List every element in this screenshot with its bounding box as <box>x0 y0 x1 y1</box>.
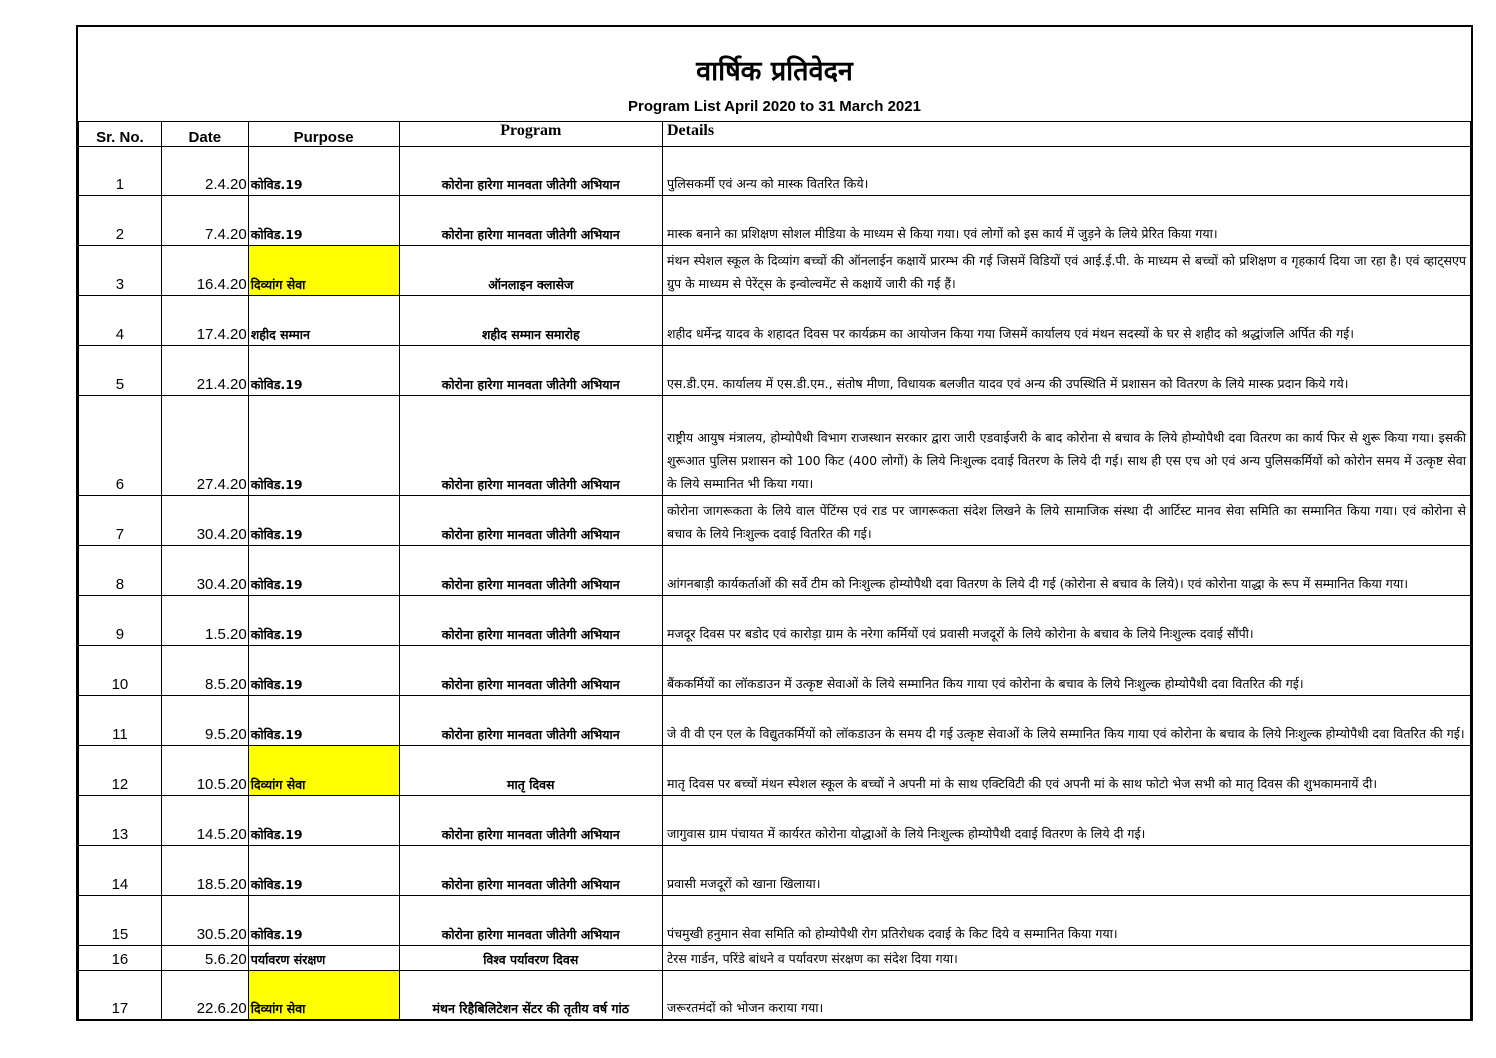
table-row <box>79 696 1471 746</box>
row-program: कोरोना हारेगा मानवता जीतेगी अभियान <box>399 546 662 596</box>
row-date: 16.4.20 <box>161 246 248 296</box>
row-date: 17.4.20 <box>161 296 248 346</box>
report-subtitle: Program List April 2020 to 31 March 2021 <box>628 98 921 115</box>
row-program: कोरोना हारेगा मानवता जीतेगी अभियान <box>399 646 662 696</box>
row-program: कोरोना हारेगा मानवता जीतेगी अभियान <box>399 196 662 246</box>
table-row <box>79 396 1471 496</box>
row-date: 5.6.20 <box>161 946 248 971</box>
header-program: Program <box>399 122 662 147</box>
table-row <box>79 246 1471 296</box>
row-program: कोरोना हारेगा मानवता जीतेगी अभियान <box>399 596 662 646</box>
table-row <box>79 971 1471 1020</box>
table-row <box>79 646 1471 696</box>
row-purpose: दिव्यांग सेवा <box>248 746 399 796</box>
row-date: 21.4.20 <box>161 346 248 396</box>
table-row <box>79 896 1471 946</box>
row-sr-no: 8 <box>79 546 162 596</box>
row-purpose: कोविड.19 <box>248 796 399 846</box>
table-row <box>79 846 1471 896</box>
row-purpose: कोविड.19 <box>248 196 399 246</box>
table-row <box>79 196 1471 246</box>
row-program: कोरोना हारेगा मानवता जीतेगी अभियान <box>399 846 662 896</box>
table-header-row <box>79 122 1471 147</box>
row-purpose: दिव्यांग सेवा <box>248 246 399 296</box>
table-row <box>79 796 1471 846</box>
program-table <box>78 121 1471 1020</box>
row-details: राष्ट्रीय आयुष मंत्रालय, होम्योपैथी विभाग राजस्थान सरकार द्वारा जारी एडवाईजरी के बाद कोरोना से बचाव के लिये होम्योपैथी दवा वितरण का कार्य फिर से शुरू किया गया। इसकी शुरूआत पुलिस प्रशासन को 100 किट (400 लोगों) के लिये निःशुल्क दवाई वितरण के लिये दी गई। साथ ही एस एच ओ एवं अन्य पुलिसकर्मियों को कोरोन समय में उत्कृष्ट सेवा के लिये सम्मानित भी किया गया। <box>662 396 1470 496</box>
row-date: 9.5.20 <box>161 696 248 746</box>
row-date: 30.4.20 <box>161 496 248 546</box>
row-date: 27.4.20 <box>161 396 248 496</box>
row-sr-no: 17 <box>79 971 162 1020</box>
row-program: कोरोना हारेगा मानवता जीतेगी अभियान <box>399 896 662 946</box>
row-purpose: शहीद सम्मान <box>248 296 399 346</box>
row-date: 30.5.20 <box>161 896 248 946</box>
row-purpose: कोविड.19 <box>248 346 399 396</box>
row-sr-no: 3 <box>79 246 162 296</box>
row-purpose: कोविड.19 <box>248 696 399 746</box>
row-program: कोरोना हारेगा मानवता जीतेगी अभियान <box>399 496 662 546</box>
row-date: 8.5.20 <box>161 646 248 696</box>
row-date: 18.5.20 <box>161 846 248 896</box>
row-date: 14.5.20 <box>161 796 248 846</box>
row-sr-no: 10 <box>79 646 162 696</box>
row-sr-no: 15 <box>79 896 162 946</box>
row-program: विश्व पर्यावरण दिवस <box>399 946 662 971</box>
row-sr-no: 13 <box>79 796 162 846</box>
row-purpose: दिव्यांग सेवा <box>248 971 399 1020</box>
row-purpose: कोविड.19 <box>248 596 399 646</box>
row-program: शहीद सम्मान समारोह <box>399 296 662 346</box>
row-program: ऑनलाइन क्लासेज <box>399 246 662 296</box>
row-sr-no: 1 <box>79 147 162 196</box>
header-date: Date <box>161 122 248 147</box>
row-details: बैंककर्मियों का लॉकडाउन में उत्कृष्ट सेवाओं के लिये सम्मानित किय गाया एवं कोरोना के बचाव के लिये निःशुल्क होम्योपैथी दवा वितरित की गई। <box>662 646 1470 696</box>
row-date: 7.4.20 <box>161 196 248 246</box>
row-program: कोरोना हारेगा मानवता जीतेगी अभियान <box>399 346 662 396</box>
row-program: कोरोना हारेगा मानवता जीतेगी अभियान <box>399 696 662 746</box>
header-purpose: Purpose <box>248 122 399 147</box>
row-purpose: कोविड.19 <box>248 147 399 196</box>
row-date: 10.5.20 <box>161 746 248 796</box>
row-details: आंगनबाड़ी कार्यकर्ताओं की सर्वे टीम को निःशुल्क होम्योपैथी दवा वितरण के लिये दी गई (कोरोना से बचाव के लिये)। एवं कोरोना याद्धा के रूप में सम्मानित किया गया। <box>662 546 1470 596</box>
row-details: प्रवासी मजदूरों को खाना खिलाया। <box>662 846 1470 896</box>
row-purpose: कोविड.19 <box>248 546 399 596</box>
row-sr-no: 2 <box>79 196 162 246</box>
row-purpose: कोविड.19 <box>248 496 399 546</box>
table-row <box>79 546 1471 596</box>
row-details: मजदूर दिवस पर बडोद एवं कारोड़ा ग्राम के नरेगा कर्मियों एवं प्रवासी मजदूरों के लिये कोरोना के बचाव के लिये निःशुल्क दवाई सौंपी। <box>662 596 1470 646</box>
row-purpose: पर्यावरण संरक्षण <box>248 946 399 971</box>
row-sr-no: 7 <box>79 496 162 546</box>
table-row <box>79 296 1471 346</box>
row-details: शहीद धर्मेन्द्र यादव के शहादत दिवस पर कार्यक्रम का आयोजन किया गया जिसमें कार्यालय एवं मंथन सदस्यों के घर से शहीद को श्रद्धांजलि अर्पित की गई। <box>662 296 1470 346</box>
title-block <box>78 27 1471 121</box>
table-row <box>79 147 1471 196</box>
row-purpose: कोविड.19 <box>248 896 399 946</box>
row-sr-no: 16 <box>79 946 162 971</box>
row-details: टेरस गार्डन, परिंडे बांधने व पर्यावरण संरक्षण का संदेश दिया गया। <box>662 946 1470 971</box>
table-row <box>79 946 1471 971</box>
row-sr-no: 4 <box>79 296 162 346</box>
row-details: जे वी वी एन एल के विद्युतकर्मियों को लॉकडाउन के समय दी गई उत्कृष्ट सेवाओं के लिये सम्मानित किय गाया एवं कोरोना के बचाव के लिये निःशुल्क होम्योपैथी दवा वितरित की गई। <box>662 696 1470 746</box>
table-body <box>79 147 1471 1020</box>
table-row <box>79 746 1471 796</box>
row-details: कोरोना जागरूकता के लिये वाल पेंटिंग्स एवं राड पर जागरूकता संदेश लिखने के लिये सामाजिक संस्था दी आर्टिस्ट मानव सेवा समिति का सम्मानित किया गया। एवं कोरोना से बचाव के लिये निःशुल्क दवाई वितरित की गई। <box>662 496 1470 546</box>
row-details: मातृ दिवस पर बच्चों मंथन स्पेशल स्कूल के बच्चों ने अपनी मां के साथ एक्टिविटी की एवं अपनी मां के साथ फोटो भेज सभी को मातृ दिवस की शुभकामनायें दी। <box>662 746 1470 796</box>
row-date: 2.4.20 <box>161 147 248 196</box>
row-purpose: कोविड.19 <box>248 846 399 896</box>
row-program: कोरोना हारेगा मानवता जीतेगी अभियान <box>399 796 662 846</box>
row-sr-no: 14 <box>79 846 162 896</box>
row-sr-no: 5 <box>79 346 162 396</box>
row-program: कोरोना हारेगा मानवता जीतेगी अभियान <box>399 396 662 496</box>
row-purpose: कोविड.19 <box>248 396 399 496</box>
header-details: Details <box>662 122 1470 147</box>
table-row <box>79 496 1471 546</box>
row-sr-no: 6 <box>79 396 162 496</box>
row-details: जागुवास ग्राम पंचायत में कार्यरत कोरोना योद्धाओं के लिये निःशुल्क होम्योपैथी दवाई वितरण के लिये दी गई। <box>662 796 1470 846</box>
row-sr-no: 9 <box>79 596 162 646</box>
header-sr-no: Sr. No. <box>79 122 162 147</box>
row-program: कोरोना हारेगा मानवता जीतेगी अभियान <box>399 147 662 196</box>
report-sheet <box>76 25 1473 1021</box>
row-program: मंथन रिहैबिलिटेशन सेंटर की तृतीय वर्ष गांठ <box>399 971 662 1020</box>
row-details: पंचमुखी हनुमान सेवा समिति को होम्योपैथी रोग प्रतिरोधक दवाई के किट दिये व सम्मानित किया गया। <box>662 896 1470 946</box>
row-details: मंथन स्पेशल स्कूल के दिव्यांग बच्चों की ऑनलाईन कक्षायें प्रारम्भ की गई जिसमें विडियों एवं आई.ई.पी. के माध्यम से बच्चों को प्रशिक्षण व गृहकार्य दिया जा रहा है। एवं व्हाट्सएप ग्रुप के माध्यम से पेरेंट्स के इन्वोल्वमेंट से कक्षायें जारी की गई हैं। <box>662 246 1470 296</box>
row-date: 30.4.20 <box>161 546 248 596</box>
row-details: पुलिसकर्मी एवं अन्य को मास्क वितरित किये। <box>662 147 1470 196</box>
row-details: जरूरतमंदों को भोजन कराया गया। <box>662 971 1470 1020</box>
row-date: 22.6.20 <box>161 971 248 1020</box>
row-details: एस.डी.एम. कार्यालय में एस.डी.एम., संतोष मीणा, विधायक बलजीत यादव एवं अन्य की उपस्थिति में प्रशासन को वितरण के लिये मास्क प्रदान किये गये। <box>662 346 1470 396</box>
row-date: 1.5.20 <box>161 596 248 646</box>
row-sr-no: 11 <box>79 696 162 746</box>
row-purpose: कोविड.19 <box>248 646 399 696</box>
report-title: वार्षिक प्रतिवेदन <box>696 56 853 87</box>
row-program: मातृ दिवस <box>399 746 662 796</box>
table-row <box>79 346 1471 396</box>
table-row <box>79 596 1471 646</box>
row-details: मास्क बनाने का प्रशिक्षण सोशल मीडिया के माध्यम से किया गया। एवं लोगों को इस कार्य में जुड़ने के लिये प्रेरित किया गया। <box>662 196 1470 246</box>
row-sr-no: 12 <box>79 746 162 796</box>
